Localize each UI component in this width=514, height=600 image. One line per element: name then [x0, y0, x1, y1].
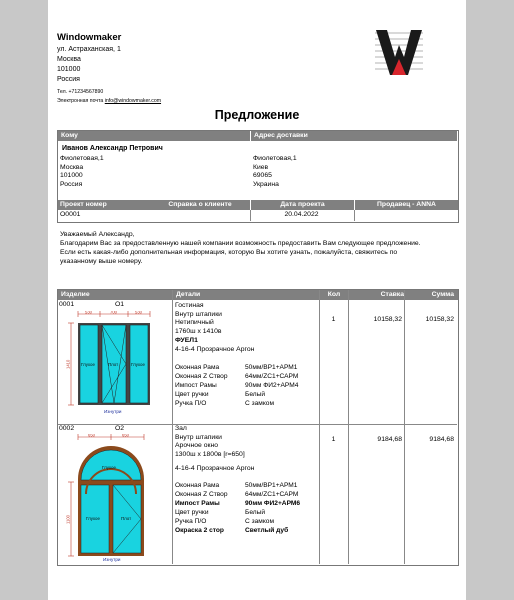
spec-key: Импост Рамы	[175, 499, 220, 507]
pane-label: Плот	[121, 516, 132, 521]
delivery-address-line: Киев	[253, 163, 269, 171]
item-detail-line: 1760ш x 1410в	[175, 327, 222, 335]
item-details	[175, 425, 254, 474]
client-ref-header: Справка о клиенте	[150, 200, 250, 210]
recipient-name: Иванов Александр Петрович	[62, 145, 163, 152]
drawing-caption: Изнутри	[103, 557, 121, 562]
column-divider	[404, 290, 405, 564]
item-room: Зал	[175, 425, 187, 432]
company-address	[57, 45, 121, 85]
spec-key: Оконная Z Створ	[175, 490, 228, 498]
pane-label: Глухое	[102, 465, 116, 470]
spec-value: 64мм/ZC1+САРМ	[245, 490, 299, 498]
column-divider	[319, 290, 320, 564]
address-line: Москва	[57, 56, 81, 63]
to-address-line: Россия	[60, 180, 83, 188]
col-details-header: Детали	[176, 291, 201, 298]
item-profile: ФУЕЛ1	[175, 337, 198, 345]
address-line: 101000	[57, 66, 81, 73]
col-qty-header: Кол	[321, 290, 347, 300]
address-line: Россия	[57, 76, 80, 83]
page-title: Предложение	[214, 108, 300, 122]
to-address	[60, 155, 104, 189]
spec-key: Оконная Рама	[175, 482, 220, 489]
spec-key: Ручка П/О	[175, 399, 207, 407]
letter-line: указанному выше номеру.	[60, 258, 143, 265]
item-sum: 9184,68	[429, 436, 454, 443]
item-rate: 9184,68	[377, 436, 402, 443]
seller-header: Продавец - ANNA	[354, 200, 458, 210]
spec-key: Ручка П/О	[175, 517, 207, 525]
item-glass: 4-16-4 Прозрачное Аргон	[175, 465, 255, 473]
quote-page	[48, 0, 466, 600]
to-header: Кому	[58, 131, 259, 141]
dim-label: 1100	[66, 514, 71, 524]
item-qty: 1	[331, 436, 336, 443]
item-spec-table	[175, 482, 300, 535]
spec-value: С замком	[245, 517, 274, 525]
spec-row	[175, 400, 298, 409]
divider	[250, 210, 251, 221]
spec-key: Цвет ручки	[175, 508, 209, 516]
project-number: O0001	[60, 211, 81, 218]
item-code: 0002	[59, 425, 75, 432]
cover-letter	[60, 230, 460, 266]
project-date: 20.04.2022	[284, 211, 319, 218]
delivery-address-line: 69065	[253, 172, 272, 180]
project-number-header: Проект номер	[60, 201, 107, 208]
col-rate-header: Ставка	[348, 290, 404, 300]
company-email-row	[57, 97, 161, 106]
column-divider	[172, 290, 173, 564]
letter-line: Благодарим Вас за предоставленную нашей компании возможность предоставить Вам следующее предложение.	[60, 240, 421, 247]
item-sum: 10158,32	[425, 316, 454, 323]
pane-label: Глухое	[131, 362, 145, 367]
company-phone: Тел. +71234567890	[57, 89, 104, 95]
spec-row	[175, 509, 300, 518]
spec-row	[175, 500, 300, 509]
col-product-header: Изделие	[61, 291, 90, 298]
column-divider	[348, 290, 349, 564]
spec-key: Цвет ручки	[175, 390, 209, 398]
windowmaker-logo-icon	[375, 29, 423, 76]
item-detail-line: Внутр штапики	[175, 433, 222, 441]
item-rate: 10158,32	[373, 316, 402, 323]
pane-label: Глухое	[86, 516, 100, 521]
window-drawing-1	[66, 311, 156, 417]
to-address-line: 101000	[60, 172, 83, 180]
dim-label: 530	[85, 311, 92, 315]
spec-row	[175, 482, 300, 491]
dim-label: 700	[110, 311, 117, 315]
spec-row	[175, 527, 300, 536]
spec-value: Белый	[245, 508, 266, 516]
dim-label: 530	[135, 311, 142, 315]
spec-value: 90мм ФИ2+АРМ4	[245, 381, 299, 389]
item-spec-table	[175, 364, 298, 409]
email-label: Электронная почта	[57, 97, 104, 104]
spec-row	[175, 518, 300, 527]
item-detail-line: Арочное окно	[175, 442, 218, 450]
dim-label: 650	[88, 434, 95, 438]
project-date-header: Дата проекта	[250, 200, 354, 210]
spec-value: 50мм/ВР1+АРМ1	[245, 482, 298, 489]
spec-row	[175, 391, 298, 400]
window-drawing-2	[66, 434, 156, 562]
email-link[interactable]: info@windowmaker.com	[104, 97, 162, 104]
spec-key: Оконная Рама	[175, 364, 220, 371]
delivery-address-line: Украина	[253, 180, 279, 188]
col-sum-header: Сумма	[404, 290, 454, 300]
item-position: O2	[115, 425, 125, 432]
address-line: ул. Астраханская, 1	[57, 46, 121, 53]
item-qty: 1	[331, 316, 336, 323]
spec-value: С замком	[245, 399, 274, 407]
spec-row	[175, 373, 298, 382]
item-detail-line: 1300ш x 1800в [r=650]	[175, 450, 245, 458]
company-name: Windowmaker	[57, 32, 122, 43]
drawing-caption: Изнутри	[104, 409, 122, 414]
spec-value: 64мм/ZC1+САРМ	[245, 372, 299, 380]
spec-key: Оконная Z Створ	[175, 372, 228, 380]
spec-value: Светлый дуб	[245, 526, 289, 534]
item-code: 0001	[59, 301, 75, 308]
item-details	[175, 302, 254, 355]
pane-label: Плот	[108, 362, 119, 367]
letter-greeting: Уважаемый Александр,	[60, 231, 135, 238]
item-room: Гостиная	[175, 302, 204, 309]
spec-row	[175, 491, 300, 500]
delivery-address	[253, 155, 297, 189]
spec-row	[175, 364, 298, 373]
to-address-line: Фиолетовая,1	[60, 155, 104, 162]
company-contacts	[57, 88, 161, 105]
delivery-address-line: Фиолетовая,1	[253, 155, 297, 162]
to-address-line: Москва	[60, 163, 84, 171]
item-detail-line: Нетипичный	[175, 319, 214, 327]
dim-label: 1410	[66, 359, 71, 369]
spec-value: 90мм ФИ2+АРМ6	[245, 499, 301, 507]
spec-row	[175, 382, 298, 391]
letter-line: Если есть какая-либо дополнительная информация, которую Вы хотите узнать, пожалуйста, свяжитесь по	[60, 249, 398, 256]
item-glass: 4-16-4 Прозрачное Аргон	[175, 345, 255, 353]
dim-label: 650	[122, 434, 129, 438]
spec-key: Окраска 2 стор	[175, 526, 224, 534]
divider	[354, 210, 355, 221]
item-position: O1	[115, 301, 125, 308]
delivery-header: Адрес доставки	[250, 131, 457, 141]
pane-label: Глухое	[81, 362, 95, 367]
spec-key: Импост Рамы	[175, 381, 217, 389]
item-detail-line: Внутр штапики	[175, 310, 222, 318]
spec-value: 50мм/ВР1+АРМ1	[245, 364, 298, 371]
spec-value: Белый	[245, 390, 266, 398]
